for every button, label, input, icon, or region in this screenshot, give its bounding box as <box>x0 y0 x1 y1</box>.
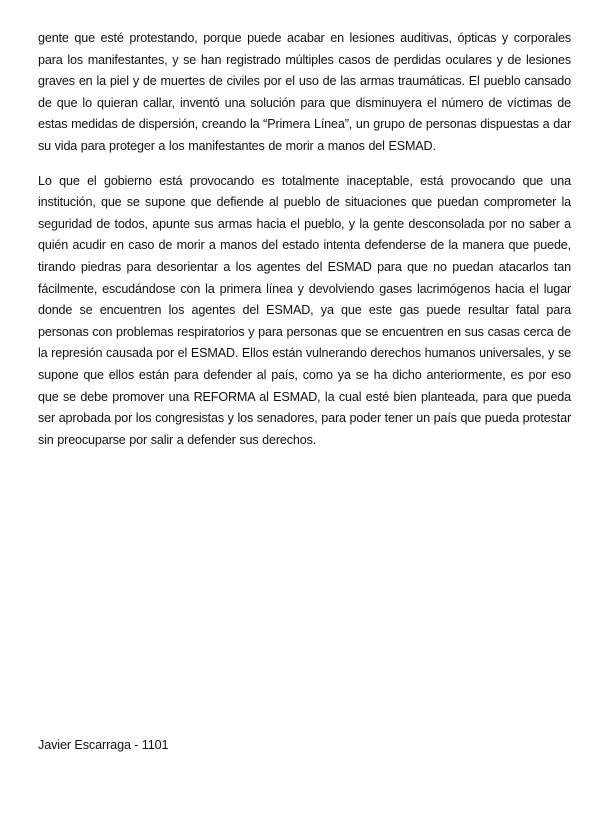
paragraph-1: gente que esté protestando, porque puede acabar en lesiones auditivas, ópticas y corporales para los manifestantes, y se han registrado múltiples casos de perdidas oculares y de lesiones graves en la piel y de muertes de civiles por el uso de las armas traumáticas. El pueblo cansado de que lo quieran callar, inventó una solución para que disminuyera el número de víctimas de estas medidas de dispersión, creando la “Primera Línea”, un grupo de personas dispuestas a dar su vida para proteger a los manifestantes de morir a manos del ESMAD. <box>38 31 571 153</box>
paragraph-2: Lo que el gobierno está provocando es totalmente inaceptable, está provocando que una institución, que se supone que defiende al pueblo de situaciones que puedan comprometer la seguridad de todos, apunte sus armas hacia el pueblo, y la gente desconsolada por no saber a quién acudir en caso de morir a manos del estado intenta defenderse de la manera que puede, tirando piedras para desorientar a los agentes del ESMAD para que no puedan atacarlos tan fácilmente, escudándose con la primera línea y devolviendo gases lacrimógenos hacia el lugar donde se encuentren los agentes del ESMAD, ya que este gas puede resultar fatal para personas con problemas respiratorios y para personas que se encuentren en sus casas cerca de la represión causada por el ESMAD. Ellos están vulnerando derechos humanos universales, y se supone que ellos están para defender al país, como ya se ha dicho anteriormente, es por eso que se debe promover una REFORMA al ESMAD, la cual esté bien planteada, para que pueda ser aprobada por los congresistas y los senadores, para poder tener un país que pueda protestar sin preocuparse por salir a defender sus derechos. <box>38 173 571 447</box>
document-body <box>38 28 571 464</box>
author-signature: Javier Escarraga - 1101 <box>38 738 169 752</box>
